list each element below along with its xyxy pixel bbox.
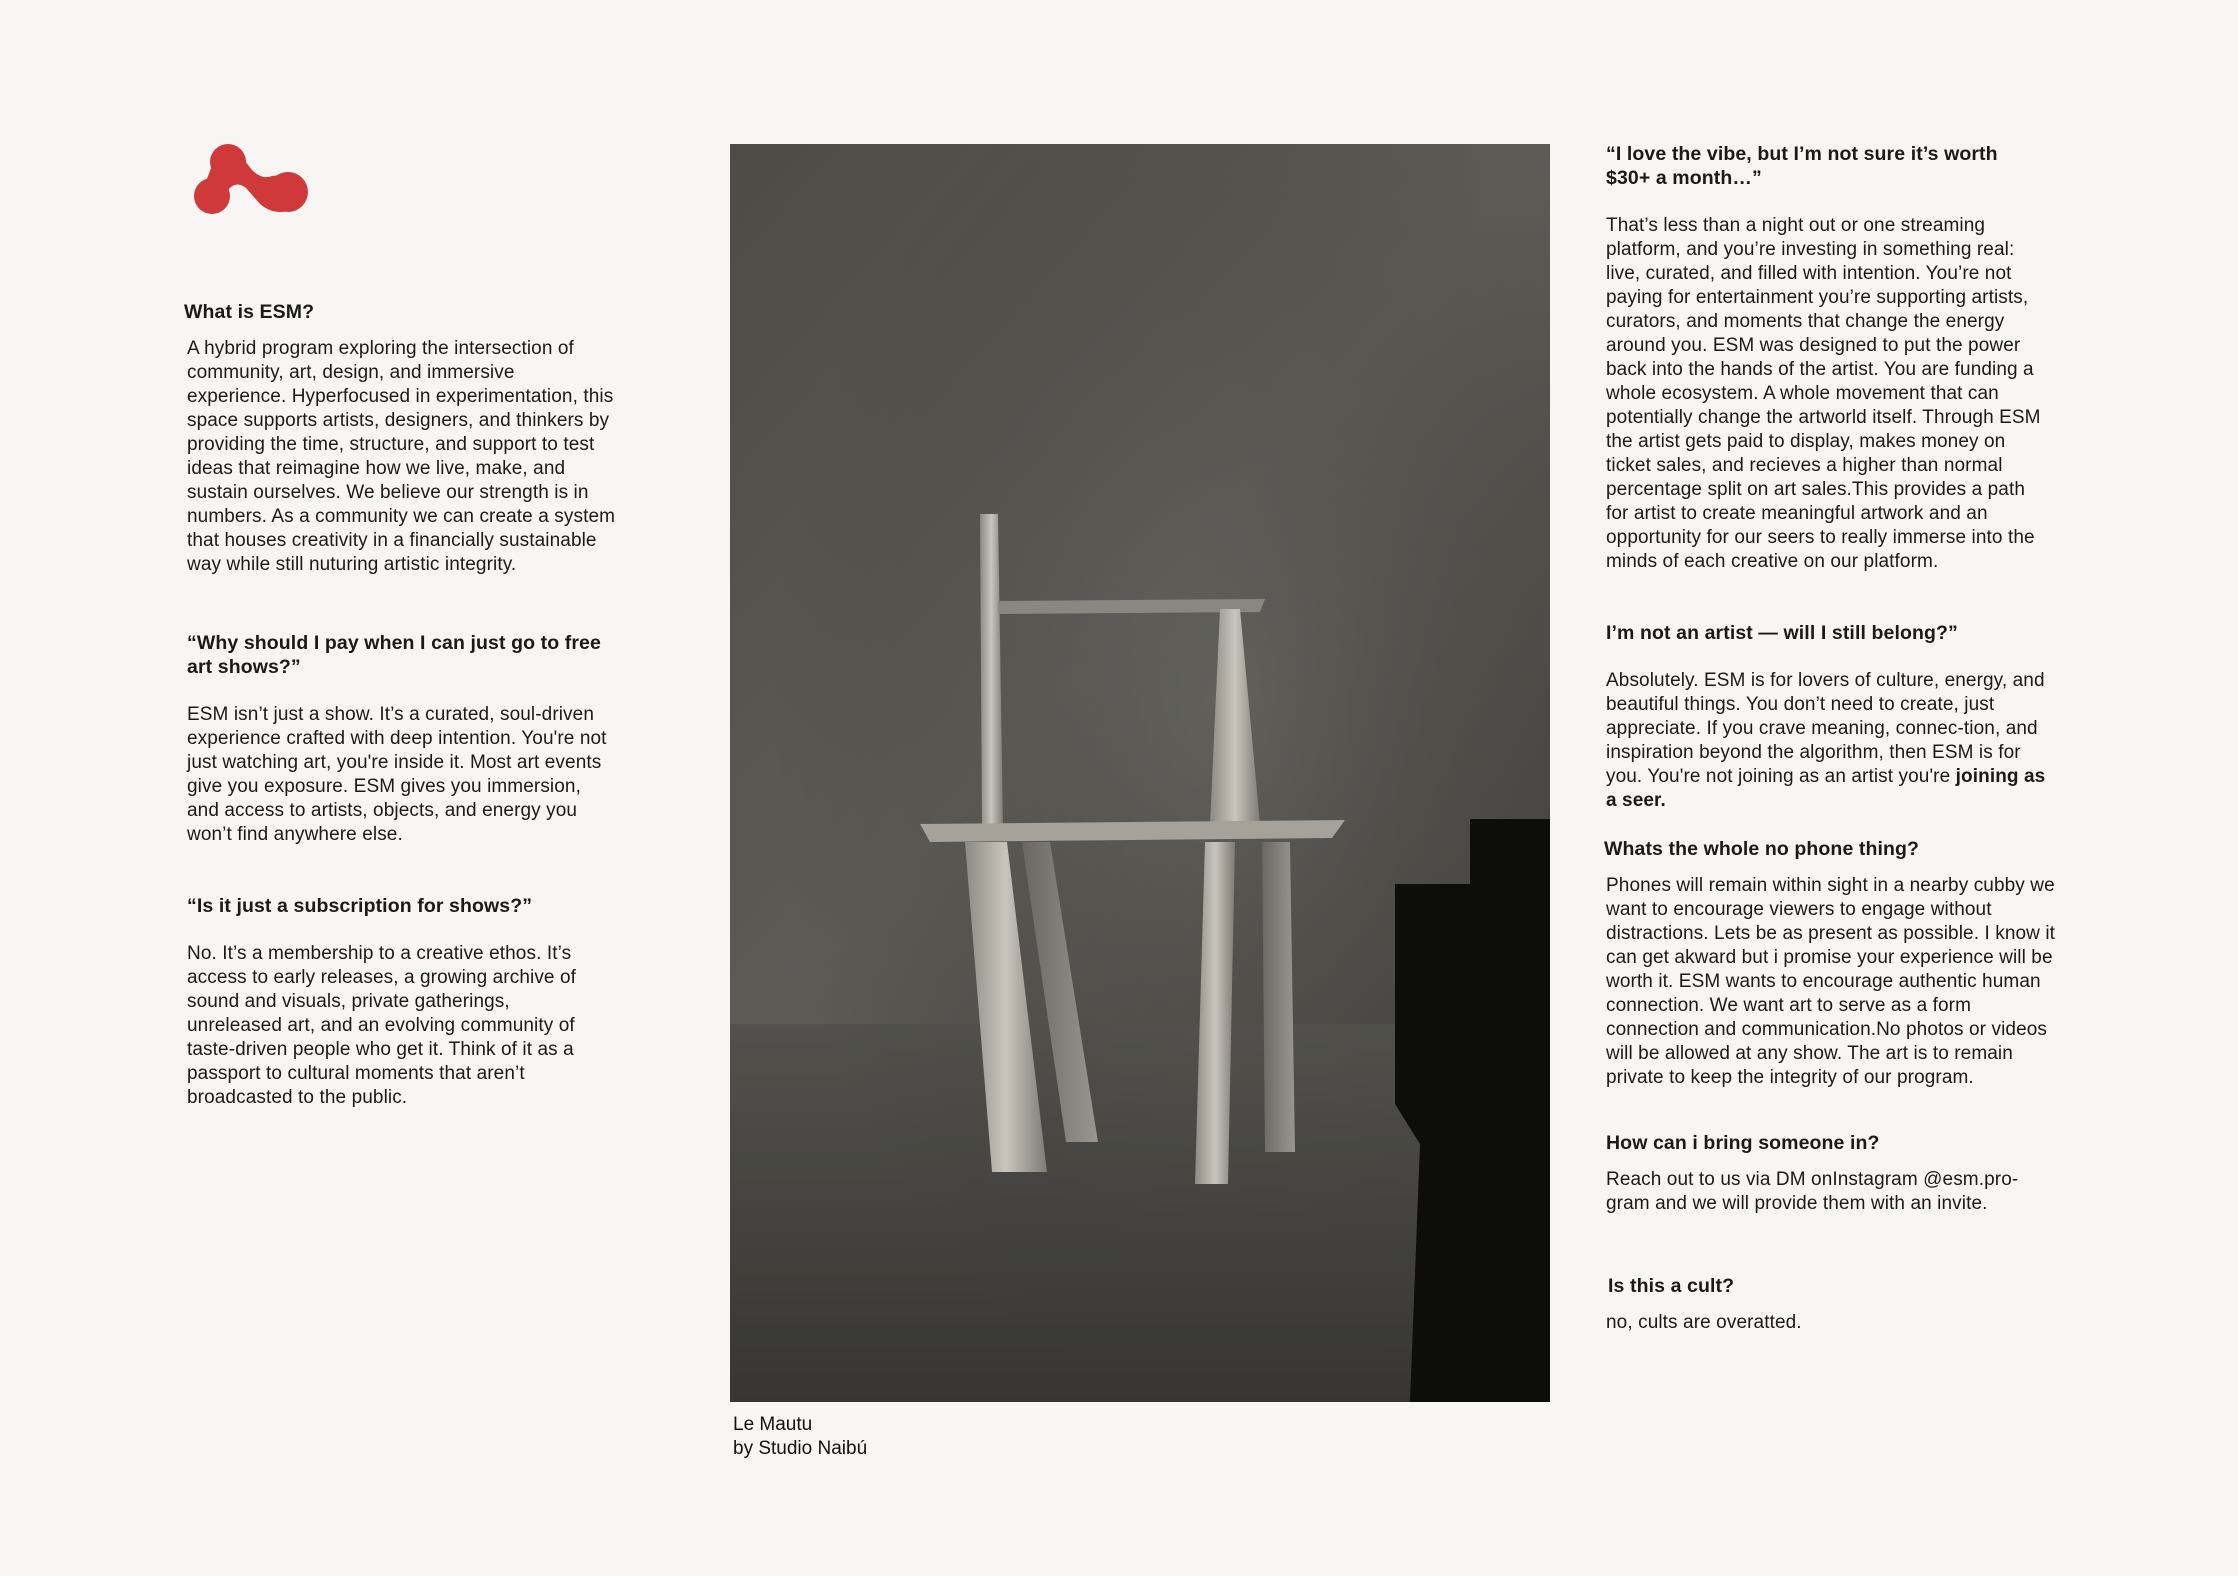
chair-photo: [730, 144, 1550, 1402]
worth-it-text: That’s less than a night out or one streaming platform, and you’re investing in something real: live, curated, and filled with intention. You’re not paying for entertainment you’re supporting artists, curators, and moments that change the energy around you. ESM was designed to put the power back into the hands of the artist. You are funding a whole ecosystem. A whole movement that can potentially change the artworld itself. Through ESM the artist gets paid to display, makes money on ticket sales, and recieves a higher than normal percentage split on art sales.This provides a path for artist to create meaningful artwork and an opportunity for our seers to really immerse into the minds of each creative on our platform.: [1606, 215, 2041, 572]
faq-left-column: [184, 300, 624, 1110]
bring-someone-heading: How can i bring someone in?: [1606, 1132, 1880, 1154]
not-artist-text: [1606, 669, 2046, 813]
no-phone-text: Phones will remain within sight in a nearby cubby we want to encourage viewers to engage without distractions. Lets be as present as possible. I know it can get akward but i promise your experience will be worth it. ESM wants to encourage authentic human connection. We want art to serve as a form connection and communication.No photos or videos will be allowed at any show. The art is to remain private to keep the integrity of our program.: [1606, 875, 2056, 1088]
no-phone-heading: Whats the whole no phone thing?: [1604, 838, 1920, 860]
why-pay-heading: “Why should I pay when I can just go to free art shows?”: [187, 632, 601, 678]
caption-credit: by Studio Naibú: [733, 1438, 868, 1459]
cult-text: no, cults are overatted.: [1606, 1312, 1802, 1333]
caption-title: Le Mautu: [733, 1414, 813, 1435]
not-artist-heading: I’m not an artist — will I still belong?”: [1606, 622, 1958, 644]
photo-caption: [733, 1413, 867, 1461]
cult-heading: Is this a cult?: [1608, 1275, 1735, 1297]
what-is-esm-heading: What is ESM?: [184, 301, 315, 323]
what-is-esm-text: A hybrid program exploring the intersection of community, art, design, and immersive experience. Hyperfocused in experimentation, this space supports artists, designers, and thinkers by providing the time, structure, and support to test ideas that reimagine how we live, make, and sustain ourselves. We believe our strength is in numbers. As a community we can create a system that houses creativity in a financially sustainable way while still nuturing artistic integrity.: [187, 338, 616, 575]
bring-someone-text: Reach out to us via DM onInstagram @esm.pro-gram and we will provide them with an invite.: [1606, 1169, 2019, 1214]
worth-it-heading: “I love the vibe, but I’m not sure it’s worth $30+ a month…”: [1606, 143, 1998, 189]
not-artist-text-bold: joining as a seer.: [1606, 766, 2046, 811]
subscription-heading: “Is it just a subscription for shows?”: [187, 895, 533, 917]
faq-right-column: [1606, 142, 2061, 1335]
not-artist-text-body: Absolutely. ESM is for lovers of culture, energy, and beautiful things. You don’t need to create, just appreciate. If you crave meaning, connec-tion, and inspiration beyond the algorithm, then ESM is for you. You're not joining as an artist you're: [1606, 670, 2045, 787]
subscription-text: No. It’s a membership to a creative ethos. It’s access to early releases, a growing archive of sound and visuals, private gatherings, unreleased art, and an evolving community of taste-driven people who get it. Think of it as a passport to cultural moments that aren’t broadcasted to the public.: [187, 943, 577, 1108]
why-pay-text: ESM isn’t just a show. It’s a curated, soul-driven experience crafted with deep intention. You're not just watching art, you're inside it. Most art events give you exposure. ESM gives you immersion, and access to artists, objects, and energy you won’t find anywhere else.: [187, 704, 607, 845]
esm-logo-icon: [190, 142, 314, 214]
